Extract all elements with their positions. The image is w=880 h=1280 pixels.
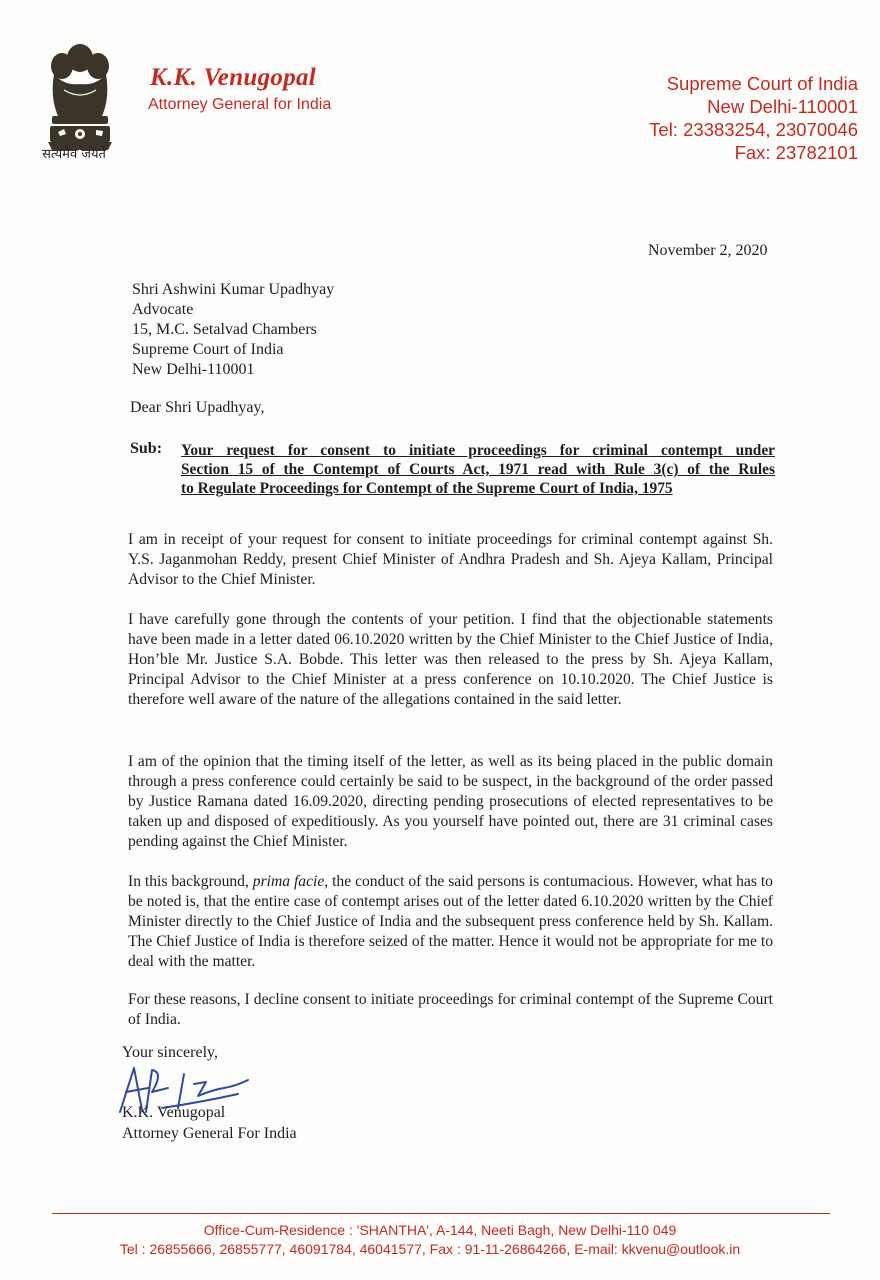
- address-line: Tel: 23383254, 23070046: [649, 119, 858, 140]
- subject-label: Sub:: [130, 440, 163, 457]
- subject-line: Your request for consent to initiate proceedings for criminal contempt under: [181, 442, 775, 459]
- closing: Your sincerely,: [122, 1044, 218, 1061]
- body-paragraph-2: I have carefully gone through the contents of your petition. I find that the objectionable statements have been made in a letter dated 06.10.2020 written by the Chief Minister to the Chief Justice of India, Hon’ble Mr. Justice S.A. Bobde. This letter was then released to the press by Sh. Ajeya Kallam, Principal Advisor to the Chief Minister at a press conference on 10.10.2020. The Chief Justice is therefore well aware of the nature of the allegations contained in the said letter.: [128, 611, 773, 708]
- address-line: New Delhi-110001: [707, 96, 858, 117]
- body-paragraph-4: [128, 872, 773, 972]
- recipient-line: 15, M.C. Setalvad Chambers: [132, 321, 317, 338]
- address-line: Supreme Court of India: [666, 73, 858, 94]
- footer-contacts: Tel : 26855666, 26855777, 46091784, 46041577, Fax : 91-11-26864266, E-mail: kkvenu@outlook.in: [119, 1241, 741, 1257]
- office-address: [649, 72, 858, 164]
- emblem-motto: सत्यमेव जयते: [42, 147, 106, 162]
- body-paragraph-5: For these reasons, I decline consent to initiate proceedings for criminal contempt of the Supreme Court of India.: [128, 991, 773, 1028]
- body-paragraph-1: I am in receipt of your request for consent to initiate proceedings for criminal contempt against Sh. Y.S. Jaganmohan Reddy, present Chief Minister of Andhra Pradesh and Sh. Ajeya Kallam, Principal Advisor to the Chief Minister.: [128, 531, 773, 588]
- signatory-name: K.K. Venugopal: [122, 1104, 226, 1121]
- p4-italic: prima facie: [252, 873, 325, 890]
- footer-address: Office-Cum-Residence : 'SHANTHA', A-144, Neeti Bagh, New Delhi-110 049: [203, 1222, 677, 1238]
- subject-line: to Regulate Proceedings for Contempt of the Supreme Court of India, 1975: [181, 480, 673, 497]
- footer-divider: [52, 1213, 830, 1214]
- salutation: Dear Shri Upadhyay,: [130, 399, 265, 416]
- p4-prefix: In this background,: [128, 873, 249, 890]
- address-line: Fax: 23782101: [734, 142, 858, 163]
- signatory-title: Attorney General For India: [122, 1125, 297, 1142]
- recipient-line: New Delhi-110001: [132, 361, 255, 378]
- subject-text: [181, 441, 775, 498]
- sender-name: K.K. Venugopal: [150, 64, 317, 91]
- sender-title: Attorney General for India: [148, 96, 332, 113]
- subject-line: Section 15 of the Contempt of Courts Act, 1971 read with Rule 3(c) of the Rules: [181, 461, 775, 478]
- body-paragraph-3: I am of the opinion that the timing itself of the letter, as well as its being placed in the public domain through a press conference could certainly be said to be suspect, in the background of the order passed by Justice Ramana dated 16.09.2020, directing pending prosecutions of elected representatives to be taken up and disposed of expeditiously. As you yourself have pointed out, there are 31 criminal cases pending against the Chief Minister.: [128, 753, 773, 850]
- recipient-line: Supreme Court of India: [132, 341, 284, 358]
- letter-date: November 2, 2020: [648, 242, 768, 259]
- p4-rest: , the conduct of the said persons is contumacious. However, what has to be noted is, that the entire case of contempt arises out of the letter dated 6.10.2020 written by the Chief Minister directly to the Chief Justice of India and the subsequent press conference held by Sh. Kallam. The Chief Justice of India is therefore seized of the matter. Hence it would not be appropriate for me to deal with the matter.: [128, 873, 773, 970]
- recipient-address: [132, 280, 334, 380]
- recipient-line: Advocate: [132, 301, 194, 318]
- recipient-line: Shri Ashwini Kumar Upadhyay: [132, 281, 335, 298]
